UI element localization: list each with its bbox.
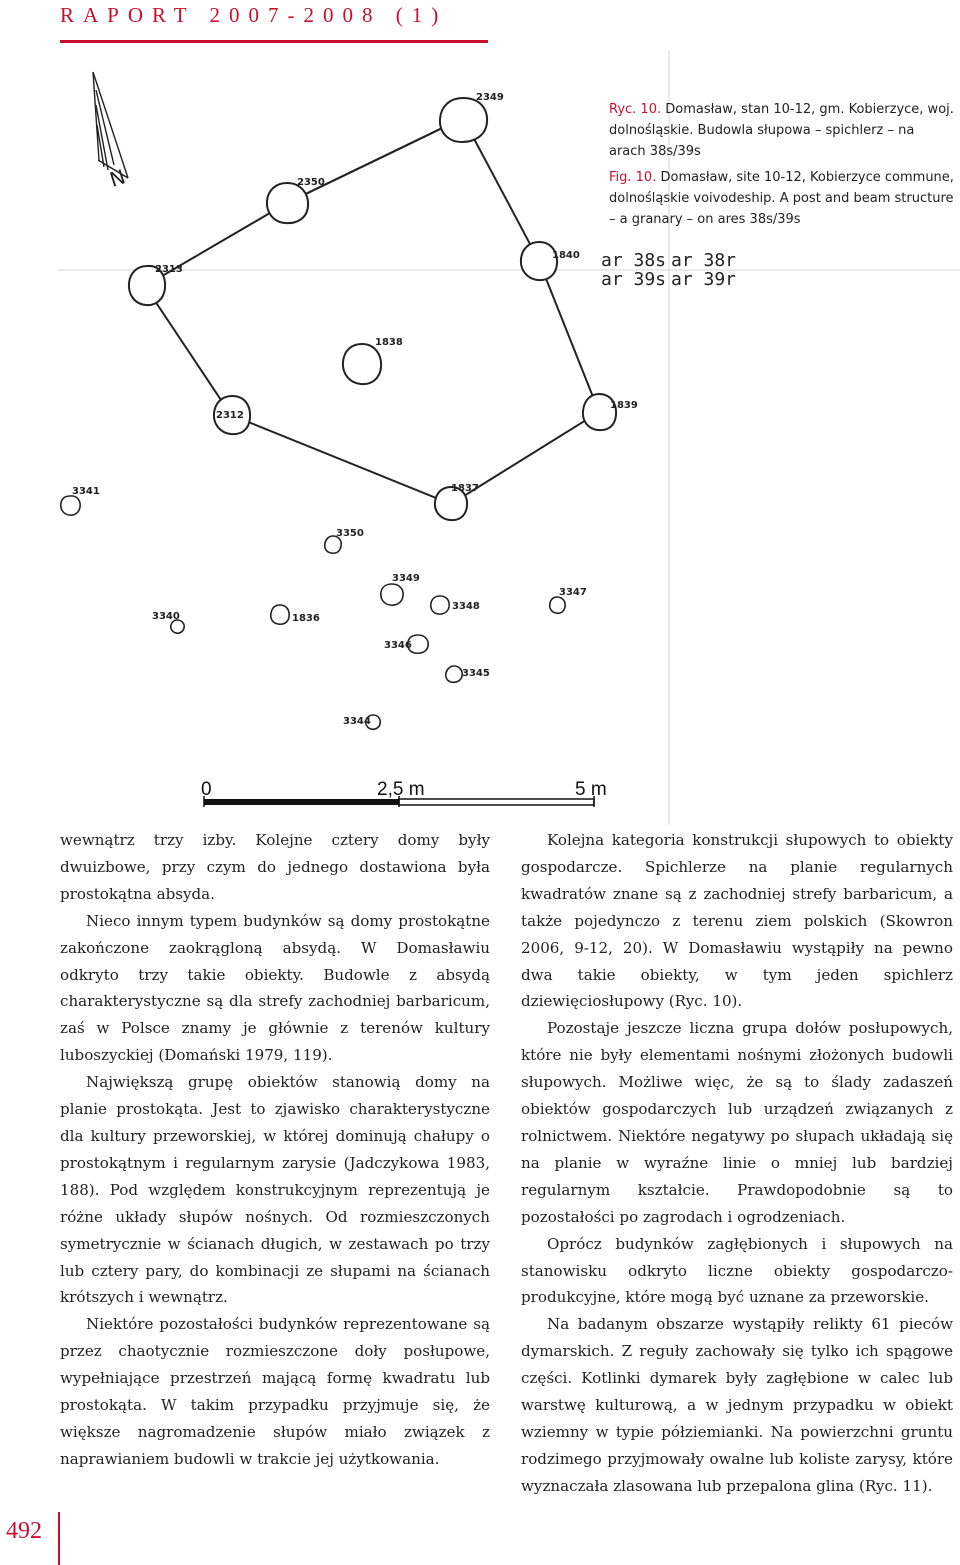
granary-internal-line: [287, 118, 463, 203]
label-1838: 1838: [375, 337, 403, 348]
label-3344: 3344: [343, 716, 371, 727]
paragraph: Na badanym obszarze wystąpiły relikty 61 pieców dymarskich. Z reguły zachowały się tylko ich spągowe części. Kotlinki dymarek były zagłębione w calec lub warstwę kulturową, a w jednym przypadku w obiekt wziemny w typie półziemianki. Na powierzchni gruntu rodzimego przyjmowały owalne lub koliste zarysy, które wyznaczała zlasowana lub przepalona glina (Ryc. 11).: [521, 1315, 953, 1495]
north-arrow-icon: [93, 72, 128, 178]
header-rule: [60, 40, 488, 43]
label-1837: 1837: [451, 483, 479, 494]
scale-label-5m: 5 m: [575, 779, 607, 800]
label-2350: 2350: [297, 177, 325, 188]
pit-1836: [271, 605, 289, 624]
granary-outline: [145, 118, 599, 504]
running-title: RAPORT 2007-2008 (1): [60, 3, 448, 27]
north-label: N: [106, 164, 129, 192]
label-2312: 2312: [216, 410, 244, 421]
label-2313: 2313: [155, 264, 183, 275]
label-3349: 3349: [392, 573, 420, 584]
label-3347: 3347: [559, 587, 587, 598]
paragraph: Nieco innym typem budynków są domy prostokątne zakończone zaokrągloną absydą. W Domasławiu odkryto trzy takie obiekty. Budowle z absydą charakterystyczne są dla strefy zachodniej barbaricum, zaś w Polsce znamy je głównie z terenów kultury luboszyckiej (Domański 1979, 119).: [60, 911, 490, 1065]
label-3350: 3350: [336, 528, 364, 539]
post-hole-1838: [343, 344, 381, 384]
label-3341: 3341: [72, 486, 100, 497]
paragraph: Kolejna kategoria konstrukcji słupowych to obiekty gospodarcze. Spichlerze na planie regularnych kwadratów znane są z zachodniej strefy barbaricum, a także pojedynczo z terenu ziem polskich (Skowron 2006, 9-12, 20). W Domasławiu wystąpiły na pewno dwa takie obiekty, w tym jeden spichlerz dziewięciosłupowy (Ryc. 10).: [521, 831, 953, 1011]
are-label-39r: ar 39r: [671, 269, 737, 290]
body-column-right: [521, 827, 953, 1500]
paragraph: wewnątrz trzy izby. Kolejne cztery domy były dwuizbowe, przy czym do jednego dostawiona była prostokątna absyda.: [60, 831, 490, 903]
label-3346: 3346: [384, 640, 412, 651]
post-hole-2350: [267, 183, 308, 223]
are-label-39s: ar 39s: [601, 269, 667, 290]
label-1836: 1836: [292, 613, 320, 624]
caption-pl-text: Domasław, stan 10-12, gm. Kobierzyce, woj. dolnośląskie. Budowla słupowa – spichlerz – na arach 38s/39s: [609, 102, 954, 159]
scale-label-2-5m: 2,5 m: [377, 779, 425, 800]
label-3340: 3340: [152, 611, 180, 622]
label-2349: 2349: [476, 92, 504, 103]
are-label-38s: ar 38s: [601, 250, 667, 271]
caption-en-text: Domasław, site 10-12, Kobierzyce commune, dolnośląskie voivodeship. A post and beam structure – a granary – on ares 38s/39s: [609, 170, 954, 227]
label-1840: 1840: [552, 250, 580, 261]
paragraph: Pozostaje jeszcze liczna grupa dołów posłupowych, które nie były elementami nośnymi złożonych budowli słupowych. Możliwe więc, że są to ślady zadaszeń obiektów gospodarczych lub urządzeń związanych z rolnictwem. Niektóre negatywy po słupach układają się na planie w wyraźne linie o mniej lub bardziej regularnym kształcie. Prawdopodobnie są to pozostałości po zagrodach i ogrodzeniach.: [521, 1019, 953, 1226]
label-3345: 3345: [462, 668, 490, 679]
pit-3345: [446, 666, 462, 682]
are-label-38r: ar 38r: [671, 250, 737, 271]
pit-3349: [381, 584, 403, 605]
caption-pl-label: Ryc. 10.: [609, 102, 662, 117]
body-column-left: [60, 827, 490, 1473]
pit-3341: [61, 496, 80, 515]
post-hole-2349: [440, 98, 487, 142]
paragraph: Oprócz budynków zagłębionych i słupowych na stanowisku odkryto liczne obiekty gospodarczo-produkcyjne, które mogą być uznane za przeworskie.: [521, 1234, 953, 1307]
scale-label-0: 0: [201, 779, 212, 800]
paragraph: Niektóre pozostałości budynków reprezentowane są przez chaotycznie rozmieszczone doły posłupowe, wypełniające przestrzeń mającą formę kwadratu lub prostokąta. W takim przypadku przyjmuje się, że większe nagromadzenie słupów miało związek z naprawianiem budowli w trakcie jej użytkowania.: [60, 1315, 490, 1468]
figure-caption-pl: [609, 99, 954, 162]
label-3348: 3348: [452, 601, 480, 612]
pit-3347: [550, 597, 565, 613]
label-1839: 1839: [610, 400, 638, 411]
paragraph: Największą grupę obiektów stanowią domy na planie prostokąta. Jest to zjawisko charakterystyczne dla kultury przeworskiej, w której dominują chałupy o prostokątnym i regularnym zarysie (Jadczykowa 1983, 188). Pod względem konstrukcyjnym reprezentują je różne układy słupów nośnych. Od rozmieszczonych symetrycznie w ścianach długich, w zestawach po trzy lub cztery pary, do kombinacji ze słupami na ścianach krótszych i wewnątrz.: [60, 1073, 490, 1307]
caption-en-label: Fig. 10.: [609, 170, 657, 185]
page-number: 492: [6, 1518, 42, 1544]
post-hole-1840: [521, 242, 557, 280]
figure-caption-en: [609, 167, 954, 230]
footer-rule: [58, 1512, 60, 1565]
pit-3348: [431, 596, 449, 614]
